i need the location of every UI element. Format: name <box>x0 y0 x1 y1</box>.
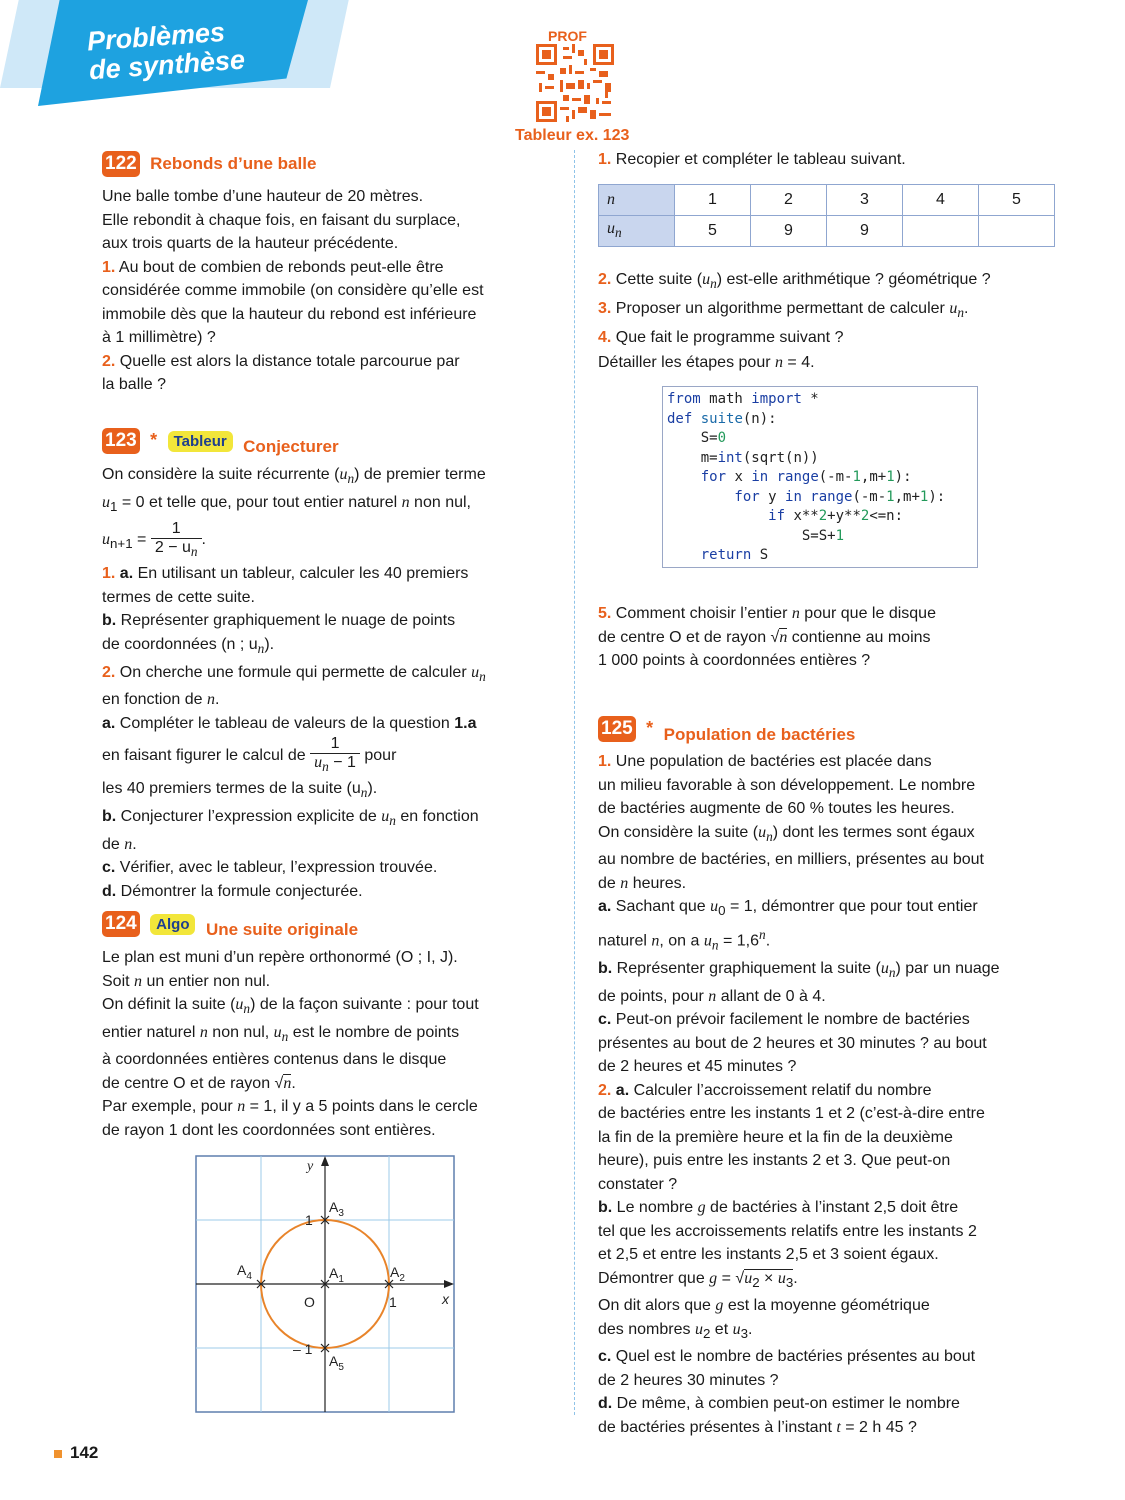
exercise-125-body: 1. Une population de bactéries est placée dans un milieu favorable à son développement. Le nombre de bactéries augmente de 60 % toutes les heures. On considère la suite $(u_n)$ dont les termes sont égaux au nombre de bactéries, en milliers, présentes au bout de n heures. a. Sachant que $u_0 = 1$, démontrer que pour tout entier naturel n, on a $u_n = 1,6^n$. b. Représenter graphiquement la suite $(u_n)$ par un nuage de points, pour n allant de 0 à 4. c. Peut-on prévoir facilement le nombre de bactéries présentes au bout de 2 heures et 30 minutes ? au bout de 2 heures et 45 minutes ? 2. a. Calculer l’accroissement relatif du nombre de bactéries entre les instants 1 et 2 (c’est-à-dire entre la fin de la première heure et la fin de la deuxième heure), puis entre les instants 2 et 3. Que peut-on constater ? b. Le nombre g de bactéries à l’instant 2,5 doit être tel que les accroissements relatifs entre les instants 2 et 2,5 et entre les instants 2,5 et 3 soient égaux. Démontrer que $g = √u_2 \times u_3$. On dit alors que g est la moyenne géométrique des nombres $u_2$ et $u_3$. c. Quel est le nombre de bactéries présentes au bout de 2 heures 30 minutes ? d. De même, à combien peut-on estimer le nombre de bactéries présentes à l’instant t = 2 h 45 ? <box>598 753 1000 1436</box>
point-a1-label: $A_1$ <box>329 1265 344 1285</box>
column-divider <box>574 150 575 1415</box>
point-a2-label: $A_2$ <box>390 1264 405 1284</box>
exercise-124-body: Le plan est muni d’un repère orthonormé (O ; I, J). Soit n un entier non nul. On définit la suite $(u_n)$ de la façon suivante : pour tout entier naturel n non nul, $u_n$ est le nombre de points à coordonnées entières contenus dans le disque de centre O et de rayon √n. Par exemple, pour n = 1, il y a 5 points dans le cercle de rayon 1 dont les coordonnées sont entières. <box>102 949 479 1139</box>
qr-code-icon[interactable] <box>536 44 614 122</box>
exercise-title: Une suite originale <box>205 920 359 939</box>
y-tick-neg-label: – 1 <box>293 1341 313 1357</box>
values-table <box>598 184 1055 247</box>
ex124-q5: 5. Comment choisir l’entier n pour que le disque de centre O et de rayon √n contienne au moins 1 000 points à coordonnées entières ? <box>598 605 936 669</box>
tag-algo: Algo <box>150 914 195 935</box>
circle-figure <box>190 1150 460 1416</box>
exercise-title: Conjecturer <box>243 437 339 456</box>
ex124-q1: 1. Recopier et compléter le tableau suivant. <box>598 151 906 168</box>
section-title: Problèmes de synthèse <box>86 16 246 86</box>
point-a3-label: $A_3$ <box>329 1199 344 1219</box>
recurrence-formula: $u_{n+1}$ = $\frac{1}{2 - u_n}$ . <box>102 519 206 559</box>
point-a5-label: $A_5$ <box>329 1353 344 1373</box>
exercise-122-body: Une balle tombe d’une hauteur de 20 mètres. Elle rebondit à chaque fois, en faisant du surplace, aux trois quarts de la hauteur précédente. 1. Au bout de combien de rebonds peut-elle être considérée comme immobile (on considère qu’elle est immobile dès que la hauteur du rebond est inférieure à 1 millimètre) ? 2. Quelle est alors la distance totale parcourue par la balle ? <box>102 188 484 393</box>
exercise-number: 124 <box>102 911 140 937</box>
difficulty-star: * <box>646 718 654 738</box>
page-number: 142 <box>70 1443 99 1462</box>
tag-tableur: Tableur <box>168 431 233 452</box>
exercise-title: Rebonds d’une balle <box>150 154 317 173</box>
exercise-125-header <box>598 716 855 742</box>
origin-label: O <box>304 1294 315 1310</box>
x-axis-label: x <box>442 1291 449 1307</box>
python-code-block: from math import * def suite(n): S=0 m=int(sqrt(n)) for x in range(-m-1,m+1): for y in range(-m-1,m+1): if x**2+y**2<=n: S=S+1 return S <box>662 386 978 568</box>
difficulty-star: * <box>150 430 158 450</box>
qr-label: PROF <box>548 28 587 44</box>
exercise-123-body: On considère la suite récurrente $(u_n)$ de premier terme $u_1 = 0$ et telle que, pour tout entier naturel n non nul, $u_{n+1}$ = $\frac{1}{2 - u_n}$ . 1. a. En utilisant un tableur, calculer les 40 premiers termes de cette suite. b. Représenter graphiquement le nuage de points de coordonnées (n ; $u_n$). 2. On cherche une formule qui permette de calculer $u_n$ en fonction de n. a. Compléter le tableau de valeurs de la question 1.a en faisant figurer le calcul de $\frac{1}{u_n - 1}$ pour les 40 premiers termes de la suite $(u_n)$. b. Conjecturer l’expression explicite de $u_n$ en fonction de n. c. Vérifier, avec le tableur, l’expression trouvée. d. Démontrer la formule conjecturée. <box>102 463 552 903</box>
table-row: n 1 2 3 4 5 <box>599 185 1055 216</box>
ex124-questions: 2. Cette suite $(u_n)$ est-elle arithmétique ? géométrique ? 3. Proposer un algorithme permettant de calculer $u_n$. 4. Que fait le programme suivant ? Détailler les étapes pour n = 4. <box>598 271 991 372</box>
x-tick-label: 1 <box>389 1294 397 1310</box>
point-a4-label: $A_4$ <box>237 1262 252 1282</box>
qr-caption: Tableur ex. 123 <box>515 127 630 144</box>
page-marker-icon <box>54 1450 62 1458</box>
y-tick-label: 1 <box>305 1212 313 1228</box>
y-axis-label: y <box>307 1159 314 1174</box>
exercise-number: 122 <box>102 151 140 177</box>
exercise-title: Population de bactéries <box>663 725 856 744</box>
exercise-number: 125 <box>598 716 636 742</box>
exercise-124-header <box>102 911 358 937</box>
table-row: $u_n$ 5 9 9 <box>599 216 1055 247</box>
exercise-122-header <box>102 151 316 177</box>
exercise-123-header <box>102 428 339 454</box>
exercise-number: 123 <box>102 428 140 454</box>
